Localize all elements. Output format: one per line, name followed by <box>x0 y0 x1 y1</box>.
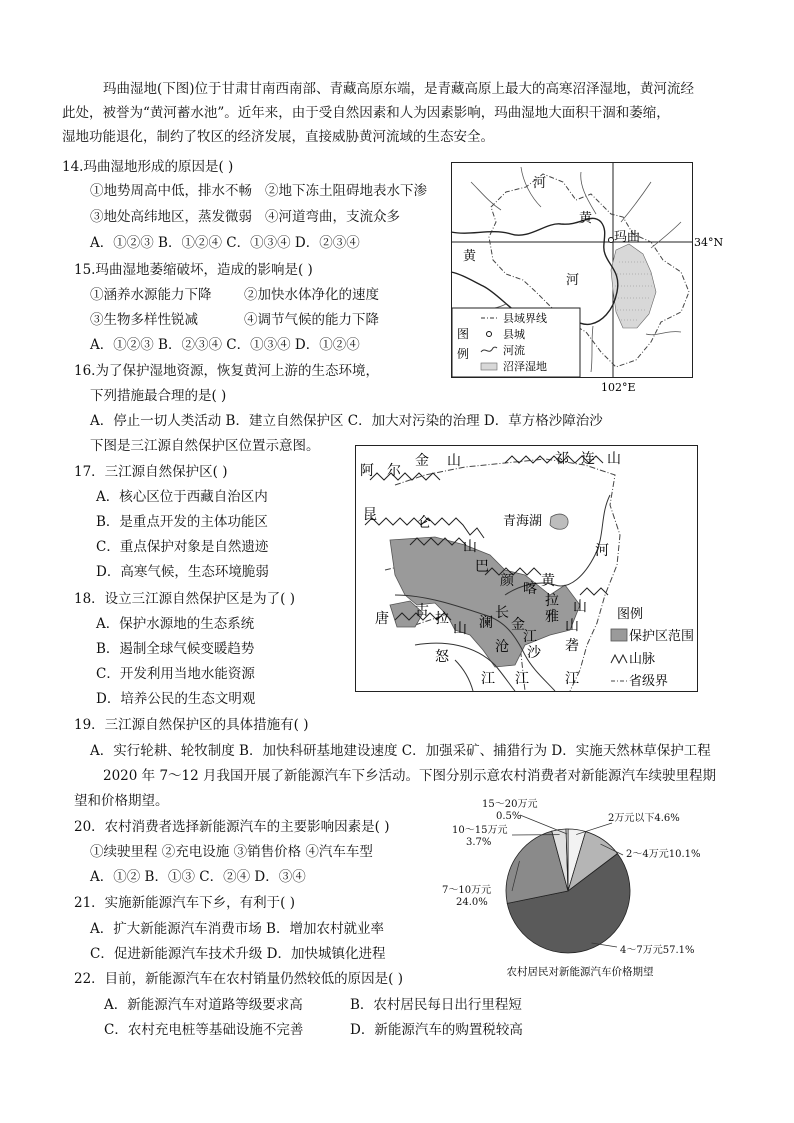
q15-stem: 15.玛曲湿地萎缩破坏，造成的影响是( ) <box>74 262 313 278</box>
label-he2: 河 <box>566 273 580 288</box>
price-expectation-chart <box>430 795 720 985</box>
q17-b: B．是重点开发的主体功能区 <box>96 514 268 530</box>
pie-svg <box>430 795 720 985</box>
legend-title1: 图 <box>457 327 470 341</box>
m2-label-11: 河 <box>595 543 609 559</box>
q17-a: A．核心区位于西藏自治区内 <box>96 489 268 505</box>
q18-b: B．遏制全球气候变暖趋势 <box>96 641 255 657</box>
m2-label-13: 颜 <box>500 573 514 589</box>
q17-d: D．高寒气候，生态环境脆弱 <box>96 564 269 580</box>
q17-c: C．重点保护对象是自然遗迹 <box>96 539 269 555</box>
m2-label-27: 江 <box>515 671 529 687</box>
m2-legend-2: 省级界 <box>629 674 669 689</box>
q18-stem: 18．设立三江源自然保护区是为了( ) <box>74 591 296 607</box>
q18-d: D．培养公民的生态文明观 <box>96 691 256 707</box>
chart-title: 农村居民对新能源汽车价格期望 <box>506 966 654 978</box>
q19-choices: A．实行轮耕、轮牧制度 B．加快科研基地建设速度 C．加强采矿、捕猎行为 D．实施天然林草保护工程 <box>90 743 711 759</box>
q22-b: B．农村居民每日出行里程短 <box>350 997 522 1013</box>
m2-label-3: 山 <box>447 453 461 469</box>
m2-label-29: 雅 <box>545 609 559 625</box>
m2-label-9: 山 <box>463 539 477 555</box>
intro3-line2: 望和价格期望。 <box>74 793 169 809</box>
q14-choices: A．①②③ B．①②④ C．①③④ D．②③④ <box>90 235 360 251</box>
pie-leader-5 <box>520 815 567 834</box>
q21-stem: 21．实施新能源汽车下乡，有利于( ) <box>74 895 296 911</box>
m2-label-15: 拉 <box>545 593 559 609</box>
pie-label-2: 4～7万元57.1% <box>620 945 695 956</box>
q18-c: C．开发利用当地水能资源 <box>96 666 255 682</box>
q15-opt2: ②加快水体净化的速度 <box>244 287 379 303</box>
q21-ab: A．扩大新能源汽车消费市场 B．增加农村就业率 <box>90 921 384 937</box>
q22-c: C．农村充电桩等基础设施不完善 <box>104 1022 304 1038</box>
m2-label-32: 山 <box>573 599 587 615</box>
m2-label-16: 黄 <box>541 573 555 589</box>
legend-item-2: 河流 <box>503 344 525 357</box>
maqu-map <box>451 162 724 394</box>
m2-label-22: 长 <box>495 605 509 621</box>
label-he1: 河 <box>533 176 547 191</box>
m2-legend-1: 山脉 <box>629 652 656 667</box>
pie-leader-0 <box>576 823 612 835</box>
intro1-line2: 此处，被誉为“黄河蓄水池”。近年来，由于受自然因素和人为因素影响，玛曲湿地大面积干涸和萎缩， <box>62 105 670 121</box>
m2-label-4: 祁 <box>555 451 569 467</box>
legend-item-1: 县城 <box>503 328 525 341</box>
m2-label-23: 江 <box>523 629 537 645</box>
pie-label-4: 10～15万元 3.7% <box>452 825 508 848</box>
m2-label-18: 古 <box>415 603 429 619</box>
pie-label-1: 2～4万元10.1% <box>626 849 701 860</box>
q20-choices: A．①② B．①③ C．②④ D．③④ <box>90 869 306 885</box>
m2-label-10: 青海湖 <box>503 514 543 529</box>
q19-stem: 19．三江源自然保护区的具体措施有( ) <box>74 717 309 733</box>
intro1-line3: 湿地功能退化，制约了牧区的经济发展，直接威胁黄河流域的生态安全。 <box>62 129 494 145</box>
label-lon: 102°E <box>601 381 636 394</box>
legend-title2: 例 <box>457 347 470 361</box>
q15-opt3: ③生物多样性锐减 <box>90 312 198 328</box>
label-huang2: 黄 <box>463 249 477 264</box>
q14-stem: 14.玛曲湿地形成的原因是( ) <box>62 159 234 175</box>
m2-label-12: 巴 <box>475 559 489 575</box>
q14-opt3: ③地处高纬地区，蒸发微弱 <box>90 209 252 225</box>
q16-stem1: 16.为了保护湿地资源，恢复黄河上游的生态环境， <box>74 363 379 379</box>
qinghai-lake <box>550 514 568 529</box>
q20-stem: 20．农村消费者选择新能源汽车的主要影响因素是( ) <box>74 819 390 835</box>
pie-label-3: 7～10万元 24.0% <box>442 885 492 908</box>
m2-label-0: 阿 <box>360 463 374 479</box>
m2-label-17: 唐 <box>375 611 389 627</box>
q15-opt4: ④调节气候的能力下降 <box>244 312 379 328</box>
m2-label-28: 江 <box>565 671 579 687</box>
m2-label-2: 金 <box>415 453 429 469</box>
m2-legend-0: 保护区范围 <box>629 629 695 644</box>
q14-opt4: ④河道弯曲，支流众多 <box>265 209 400 225</box>
m2-label-26: 江 <box>481 671 495 687</box>
q20-opts: ①续驶里程 ②充电设施 ③销售价格 ④汽车车型 <box>90 844 373 860</box>
label-maqu: 玛曲 <box>614 230 641 245</box>
m2-label-25: 怒 <box>435 649 449 665</box>
m2-label-6: 山 <box>607 451 621 467</box>
q15-choices: A．①②③ B．②③④ C．①③④ D．①②④ <box>90 337 360 353</box>
q14-opt2: ②地下冻土阻碍地表水下渗 <box>265 183 427 199</box>
pie-label-5: 15～20万元 0.5% <box>482 799 538 822</box>
m2-label-14: 喀 <box>523 581 537 597</box>
intro3-line1: 2020 年 7～12 月我国开展了新能源汽车下乡活动。下图分别示意农村消费者对新能源汽车续驶里程期 <box>103 768 716 784</box>
m2-label-24: 沧 <box>495 639 509 655</box>
intro1-line1: 玛曲湿地(下图)位于甘肃甘南西南部、青藏高原东端，是青藏高原上最大的高寒沼泽湿地，黄河流经 <box>103 81 695 97</box>
m2-label-5: 连 <box>581 451 595 467</box>
m2-label-20: 山 <box>453 621 467 637</box>
label-lat: 34°N <box>694 236 724 249</box>
m2-label-8: 仑 <box>417 515 431 531</box>
m2-legend-title: 图例 <box>617 607 644 622</box>
m2-label-19: 拉 <box>435 611 449 627</box>
maqu-county-seat <box>609 238 614 243</box>
q22-a: A．新能源汽车对道路等级要求高 <box>104 997 303 1013</box>
q18-a: A．保护水源地的生态系统 <box>96 616 255 632</box>
m2-label-30: 砻 <box>565 638 579 654</box>
m2-label-33: 金 <box>511 617 525 633</box>
pie-label-0: 2万元以下4.6% <box>608 813 680 824</box>
q17-stem: 17．三江源自然保护区( ) <box>74 464 228 480</box>
sanjiangyuan-map <box>355 445 698 692</box>
q15-opt1: ①涵养水源能力下降 <box>90 287 212 303</box>
intro2: 下图是三江源自然保护区位置示意图。 <box>90 438 320 454</box>
q16-choices: A．停止一切人类活动 B．建立自然保护区 C．加大对污染的治理 D．草方格沙障治沙 <box>90 413 603 429</box>
m2-label-7: 昆 <box>363 507 377 523</box>
m2-label-1: 尔 <box>387 463 401 479</box>
q22-stem: 22．目前，新能源汽车在农村销量仍然较低的原因是( ) <box>74 971 404 987</box>
legend-item-0: 县域界线 <box>503 312 547 325</box>
q22-d: D．新能源汽车的购置税较高 <box>350 1022 523 1038</box>
q14-opt1: ①地势周高中低，排水不畅 <box>90 183 252 199</box>
label-huang1: 黄 <box>579 211 593 226</box>
m2-label-21: 澜 <box>479 615 493 631</box>
q21-cd: C．促进新能源汽车技术升级 D．加快城镇化进程 <box>90 946 386 962</box>
legend-item-3: 沼泽湿地 <box>503 360 547 373</box>
q16-stem2: 下列措施最合理的是( ) <box>90 388 227 404</box>
m2-label-34: 沙 <box>527 645 541 661</box>
m2-label-31: 山 <box>565 618 579 634</box>
